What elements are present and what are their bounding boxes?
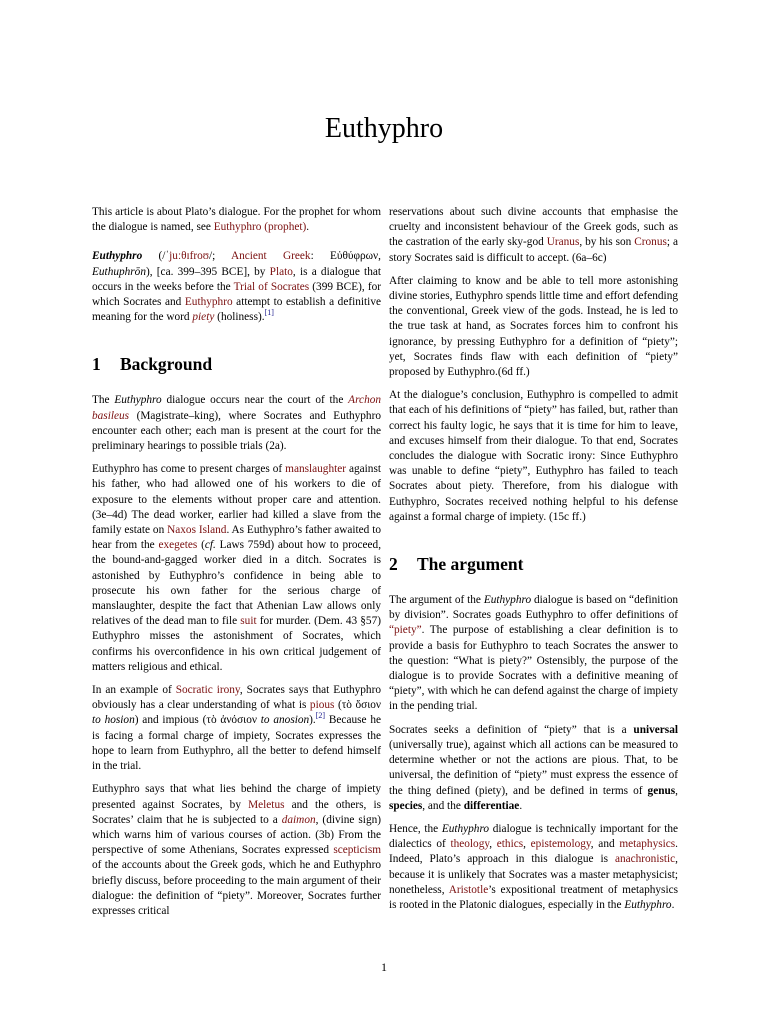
text: Hence, the (389, 822, 442, 835)
term-genus: genus (647, 784, 676, 797)
text: (holiness). (214, 311, 265, 324)
text: for murder. (Dem. 43 §57) Euthyphro misses the astonishment of Socrates, which confirms his overconfidence in his own critical judgement of matters religious and ethical. (92, 615, 381, 673)
link-scepticism[interactable]: scepticism (333, 844, 381, 857)
text: The (92, 394, 115, 407)
text: . (671, 898, 675, 911)
link-theology[interactable]: theology (450, 838, 490, 851)
text: , is a dialogue that occurs in the weeks before the (92, 265, 381, 293)
paragraph-argument-2 (389, 723, 678, 814)
text: dialogue is based on “definition by division”. Socrates goads Euthyphro to offer definitions of (389, 594, 678, 622)
footnote-ref-1[interactable]: [1] (264, 308, 274, 318)
hatnote (92, 205, 381, 235)
link-ipa[interactable]: juːθɪfroʊ (169, 250, 210, 263)
text: Euthyphro has come to present charges of (92, 463, 286, 476)
paragraph-background-7: At the dialogue’s conclusion, Euthyphro is compelled to admit that each of his definitions of “piety” has failed, but, rather than correct his faulty logic, he says that it is time for him to leave, and excuses himself from their dialogue. To that end, Socrates concludes the dialogue with Socratic irony: Since Euthyphro was unable to define “piety”, Euthyphro has failed to teach Socrates about piety. Therefore, from his dialogue with Euthyphro, Socrates received nothing helpful to his defense against a formal charge of impiety. (15c ff.) (389, 389, 678, 523)
link-cronus[interactable]: Cronus (634, 236, 667, 249)
text: , and (590, 838, 620, 851)
intro-paragraph (92, 249, 381, 325)
text: . As Euthyphro’s father awaited to hear from the (92, 524, 381, 552)
link-naxos-island[interactable]: Naxos Island (167, 524, 227, 537)
text: ( (197, 539, 205, 552)
term-species: species (389, 799, 423, 812)
paragraph-argument-3 (389, 822, 678, 913)
link-ethics[interactable]: ethics (496, 838, 524, 851)
link-trial-of-socrates[interactable]: Trial of Socrates (233, 280, 310, 293)
link-epistemology[interactable]: epistemology (530, 838, 591, 851)
translit-text: Euthuphrōn (92, 265, 146, 278)
term-universal: universal (633, 723, 678, 736)
emphasis: cf. (204, 539, 216, 552)
text: against his father, who had allowed one of his workers to die of exposure to the elements without proper care and attention. (3e–4d) The dead worker, earlier had killed a slave from the family estate on (92, 463, 381, 537)
text: : Εὐθύφρων, (310, 250, 381, 263)
text: , (divine sign) which warns him of various courses of action. (3b) From the perspective of some Athenians, Socrates expressed (92, 813, 381, 857)
link-aristotle[interactable]: Aristotle (448, 883, 489, 896)
section-title: Background (120, 354, 213, 375)
link-exegetes[interactable]: exegetes (158, 539, 198, 552)
emphasis: to hosion (92, 714, 135, 727)
link-socratic-irony[interactable]: Socratic irony (175, 684, 240, 697)
text: ), [ca. 399–395 BCE], by (145, 265, 270, 278)
text: . Indeed, Plato’s approach in this dialogue is (389, 838, 678, 866)
link-euthyphro-prophet[interactable]: Euthyphro (prophet) (213, 221, 307, 234)
link-piety[interactable]: piety (192, 311, 215, 324)
link-pious[interactable]: pious (309, 699, 335, 712)
text: reservations about such divine accounts that emphasise the cruelty and inconsistent behaviour of the Greek gods, such as the castration of the early sky-god (389, 206, 678, 249)
text: Because he is facing a formal charge of impiety, Socrates expresses the hope to learn from Euthyphro, all the better to defend himself in the trial. (92, 714, 381, 773)
text: of the accounts about the Greek gods, which he and Euthyphro briefly discuss, before proceeding to the main argument of their dialogue: the definition of “piety”. Moreover, Socrates further expresses critical (92, 859, 381, 917)
text: and the others, is Socrates’ claim that he is subjected to a (92, 798, 381, 826)
emphasis: Euthyphro (114, 394, 162, 407)
text: . The purpose of establishing a clear definition is to provide a basis for Euthyphro to teach Socrates the answer to the question: “What is piety?” Ostensibly, the purpose of the dialogue is to provide Socrates with a definitive meaning of “piety”, with which he can defend against the charge of impiety in the pending trial. (389, 624, 678, 713)
link-suit[interactable]: suit (240, 615, 257, 628)
page-title: Euthyphro (324, 113, 444, 144)
left-column (92, 205, 381, 927)
text: (τὸ ὅσιον (334, 699, 381, 712)
paragraph-background-6: After claiming to know and be able to tell more astonishing divine stories, Euthyphro spends little time and effort defending the conventional, Greek view of the gods. Instead, he is led to the true task at hand, as Socrates forces him to confront his ignorance, by pressing Euthyphro for a definition of “piety”; yet, Socrates finds flaw with each definition of “piety” proposed by Euthyphro.(6d ff.) (389, 274, 678, 379)
link-uranus[interactable]: Uranus (546, 236, 580, 249)
paragraph-argument-1 (389, 593, 678, 715)
term-euthyphro: Euthyphro (92, 250, 143, 263)
text: Laws 759d) about how to proceed, the bound-and-gagged worker died in a ditch. Socrates is astonished by Euthyphro’s confidence in being able to prosecute his own father for the serious charge of manslaughter, despite the fact that Athenian Law allows only relatives of the dead man to file (92, 539, 382, 628)
link-plato[interactable]: Plato (269, 265, 293, 278)
text: , because it is unlikely that Socrates was a master metaphysicist; nonetheless, (389, 853, 678, 896)
text: , by his son (579, 236, 635, 249)
text: Socrates seeks a definition of “piety” that is a (389, 723, 634, 736)
paragraph-background-3 (92, 683, 381, 774)
paragraph-background-4 (92, 782, 381, 919)
link-meletus[interactable]: Meletus (248, 798, 285, 811)
text: /; (209, 250, 231, 263)
text: , Socrates says that Euthyphro obviously has a clear understanding of what is (92, 684, 381, 712)
text: , (489, 838, 497, 851)
term-differentiae: differentiae (463, 799, 520, 812)
footnote-ref-2[interactable]: [2] (315, 711, 326, 721)
emphasis: Euthyphro (441, 822, 490, 835)
text: ’s expositional treatment of metaphysics is rooted in the Platonic dialogues, especially in the (389, 883, 678, 911)
text: attempt to establish a definitive meaning for the word (92, 296, 381, 324)
text: Euthyphro says that what lies behind the charge of impiety presented against Socrates, by (92, 783, 381, 811)
paragraph-background-5 (389, 205, 678, 266)
paragraph-background-2 (92, 462, 381, 675)
text: (universally true), against which all actions can be measured to determine whether or not the actions are pious. That, to be universal, the definition of “piety” must express the essence of the thing defined (piety), and be defined in terms of (389, 738, 678, 797)
text: . (519, 799, 523, 812)
text: , (675, 784, 678, 797)
text: ; a story Socrates said is difficult to accept. (6a–6c) (389, 236, 678, 264)
link-piety-quoted[interactable]: “piety” (389, 624, 422, 637)
emphasis: to anosion (260, 714, 310, 727)
text: , and the (422, 799, 464, 812)
section-heading-background (92, 353, 381, 375)
text: ). (309, 714, 316, 727)
text: (399 BCE), for which Socrates and (92, 280, 381, 309)
page-number: 1 (381, 960, 387, 974)
text: , (523, 838, 531, 851)
link-manslaughter[interactable]: manslaughter (285, 463, 347, 476)
link-anachronistic[interactable]: anachronistic (614, 853, 676, 866)
text: . (306, 221, 310, 234)
link-metaphysics[interactable]: metaphysics (619, 838, 676, 851)
text: (/ˈ (142, 250, 170, 263)
section-number: 1 (92, 354, 101, 375)
section-number: 2 (389, 554, 398, 575)
link-daimon[interactable]: daimon (281, 813, 316, 826)
text: ) and impious (τὸ ἀνόσιον (134, 714, 261, 727)
text: dialogue occurs near the court of the (161, 394, 349, 407)
text: This article is about Plato’s dialogue. For the prophet for whom the dialogue is named, see (92, 206, 381, 234)
text: The argument of the (389, 594, 484, 607)
emphasis: Euthyphro (483, 594, 532, 607)
text: In an example of (92, 684, 176, 697)
link-ancient-greek[interactable]: Ancient Greek (230, 250, 311, 263)
link-euthyphro[interactable]: Euthyphro (184, 296, 233, 309)
section-title: The argument (417, 554, 524, 575)
section-heading-the-argument (389, 553, 678, 575)
text: dialogue is technically important for the dialectics of (389, 822, 678, 851)
paragraph-background-1 (92, 393, 381, 454)
link-archon-basileus[interactable]: Archon basileus (92, 394, 382, 422)
right-column (389, 205, 678, 921)
text: (Magistrate–king), where Socrates and Euthyphro encounter each other; each man is present at the court for the preliminary hearings to possible trials (2a). (92, 409, 381, 453)
emphasis: Euthyphro (624, 898, 672, 911)
